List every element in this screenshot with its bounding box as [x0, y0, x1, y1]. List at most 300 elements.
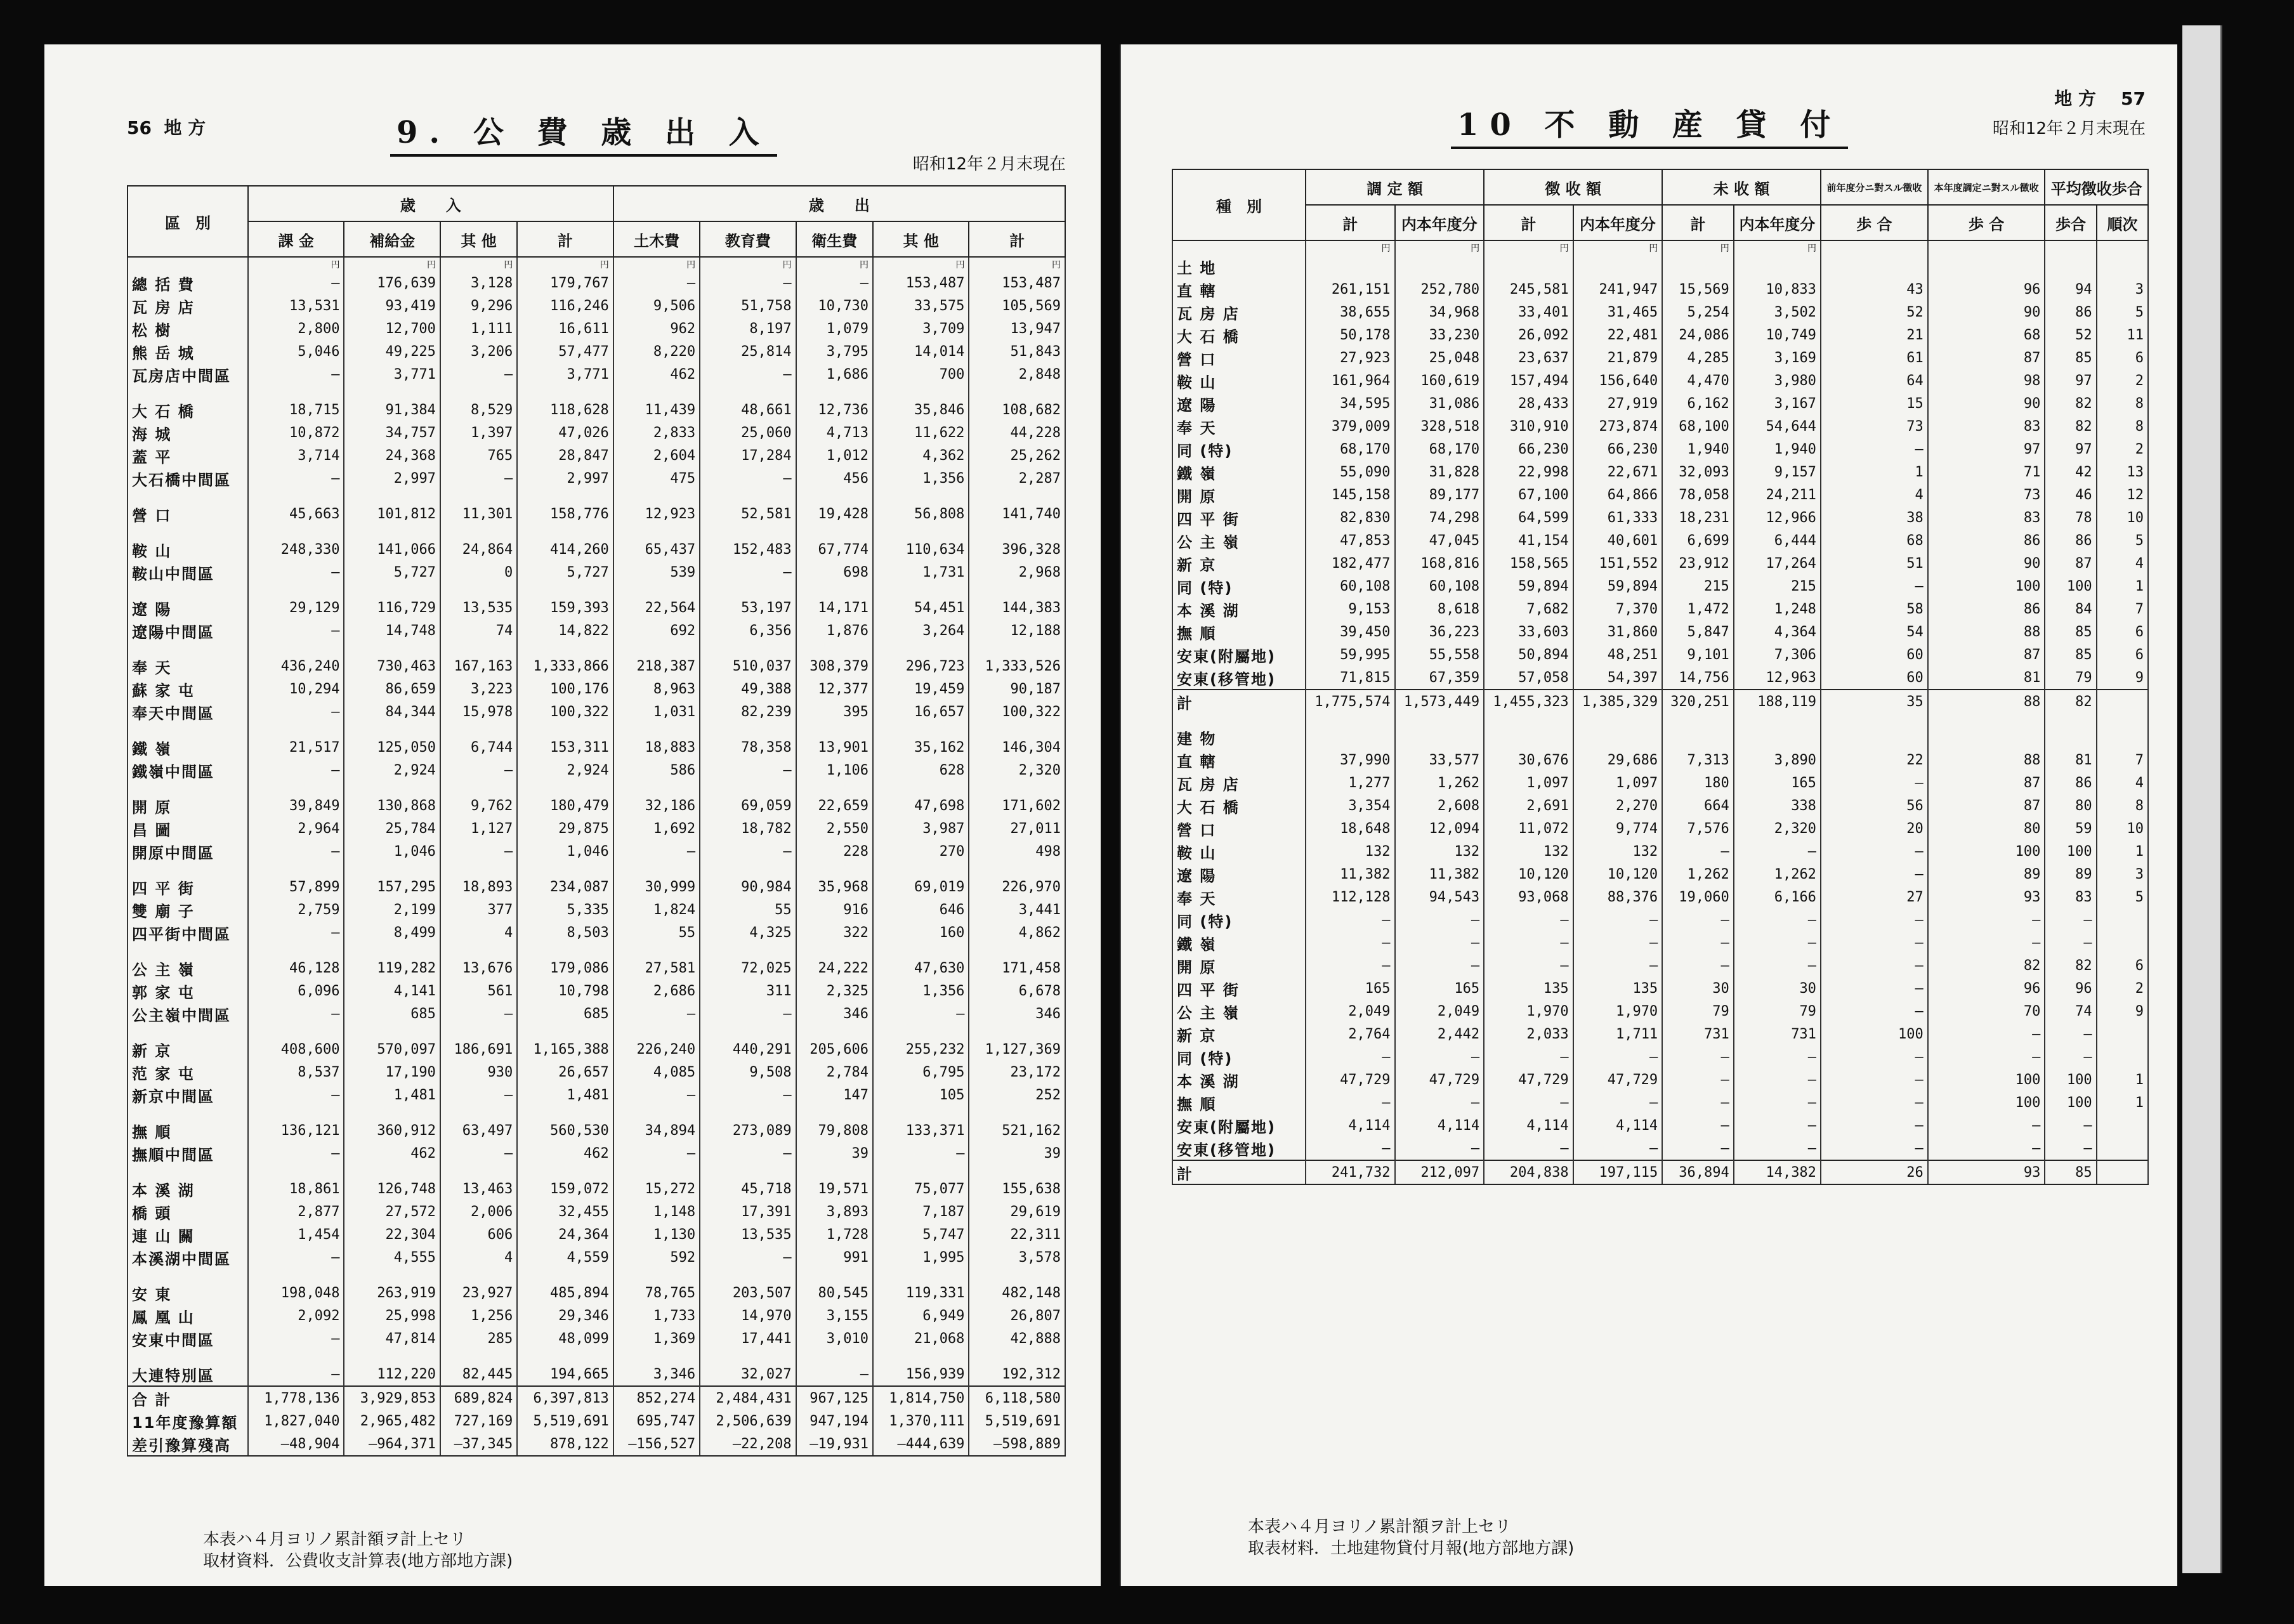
- table-cell: 3,354: [1306, 794, 1395, 817]
- row-label: 熊 岳 城: [128, 340, 248, 363]
- table-cell: —: [1484, 1045, 1573, 1068]
- table-cell: —: [2045, 931, 2096, 954]
- table-cell: —: [1662, 840, 1734, 863]
- table-cell: 67,774: [796, 538, 873, 561]
- table-cell: 39: [969, 1142, 1065, 1165]
- table-row: [1172, 324, 2148, 346]
- table-cell: 456: [796, 467, 873, 490]
- table-cell: —: [1573, 1045, 1663, 1068]
- table-cell: 26,657: [517, 1061, 613, 1084]
- table-cell: 29,686: [1573, 749, 1663, 771]
- table-cell: 1,127: [440, 817, 517, 840]
- table-cell: [2097, 1045, 2148, 1068]
- table-cell: 47,729: [1395, 1068, 1485, 1091]
- table-cell: 51: [1821, 552, 1928, 575]
- table-cell: 33,577: [1395, 749, 1485, 771]
- table-cell: 55,558: [1395, 643, 1485, 666]
- table-cell: 96: [1928, 278, 2045, 301]
- column-header: 其 他: [873, 221, 969, 257]
- table-cell: 475: [613, 467, 700, 490]
- table-cell: —: [873, 1002, 969, 1025]
- table-cell: 153,487: [969, 272, 1065, 294]
- row-label: 新 京: [128, 1038, 248, 1061]
- table-cell: 12,923: [613, 502, 700, 525]
- table-cell: 83: [2045, 886, 2096, 908]
- table-cell: 29,875: [517, 817, 613, 840]
- table-cell: —22,208: [700, 1432, 796, 1456]
- table-cell: 33,230: [1395, 324, 1485, 346]
- column-header: 計: [517, 221, 613, 257]
- table-cell: 7,576: [1662, 817, 1734, 840]
- table-cell: 36,223: [1395, 620, 1485, 643]
- table-row: [128, 1142, 1065, 1165]
- table-cell: —: [1484, 1137, 1573, 1160]
- table-cell: 6,444: [1734, 529, 1821, 552]
- table-cell: 156,939: [873, 1363, 969, 1386]
- table-cell: 47,729: [1306, 1068, 1395, 1091]
- table-row: [128, 317, 1065, 340]
- table-row: [1172, 620, 2148, 643]
- table-cell: 586: [613, 759, 700, 782]
- table-cell: 2,270: [1573, 794, 1663, 817]
- table-cell: 93,068: [1484, 886, 1573, 908]
- unit-label: 円: [1484, 240, 1573, 255]
- table-cell: —: [1573, 1091, 1663, 1114]
- table-cell: —: [2045, 1045, 2096, 1068]
- table-cell: —: [248, 272, 344, 294]
- row-label: 瓦 房 店: [1172, 301, 1306, 324]
- table-cell: —: [700, 561, 796, 584]
- table-cell: 18,231: [1662, 506, 1734, 529]
- row-label: 四 平 街: [1172, 506, 1306, 529]
- table-cell: 1,248: [1734, 598, 1821, 620]
- table-cell: 119,282: [344, 957, 440, 979]
- table-cell: 82: [2045, 415, 2096, 438]
- table-cell: 42,888: [969, 1327, 1065, 1350]
- table-cell: 5,254: [1662, 301, 1734, 324]
- table-cell: 28,433: [1484, 392, 1573, 415]
- table-row: [1172, 278, 2148, 301]
- table-cell: 6,699: [1662, 529, 1734, 552]
- table-cell: 8,499: [344, 921, 440, 944]
- table-cell: 89: [2045, 863, 2096, 886]
- table-cell: —: [1662, 1114, 1734, 1137]
- row-spacer: [128, 782, 1065, 794]
- row-label: 計: [1172, 690, 1306, 713]
- table-row: [128, 619, 1065, 642]
- table-row: [1172, 461, 2148, 483]
- table-cell: 18,883: [613, 736, 700, 759]
- right-page: [1120, 44, 2177, 1586]
- table-row: [1172, 1045, 2148, 1068]
- table-cell: 5,519,691: [969, 1410, 1065, 1432]
- table-cell: 1,455,323: [1484, 690, 1573, 713]
- income-group-header: 歳 入: [248, 186, 613, 221]
- table-cell: 5: [2097, 529, 2148, 552]
- table-cell: 2: [2097, 438, 2148, 461]
- row-label: 總 括 費: [128, 272, 248, 294]
- row-label: 新京中間區: [128, 1084, 248, 1106]
- table-cell: 1,046: [344, 840, 440, 863]
- table-cell: 3: [2097, 863, 2148, 886]
- table-row: [128, 340, 1065, 363]
- table-cell: 151,552: [1573, 552, 1663, 575]
- table-cell: 46: [2045, 483, 2096, 506]
- table-row: [128, 1002, 1065, 1025]
- unit-row: [128, 257, 1065, 272]
- table-row: [128, 421, 1065, 444]
- table-cell: 7,187: [873, 1200, 969, 1223]
- table-cell: 255,232: [873, 1038, 969, 1061]
- table-cell: 74: [440, 619, 517, 642]
- table-cell: 1,711: [1573, 1023, 1663, 1045]
- table-cell: 100: [1821, 1023, 1928, 1045]
- table-cell: 52: [2045, 324, 2096, 346]
- table-cell: 7: [2097, 598, 2148, 620]
- table-cell: 48,661: [700, 398, 796, 421]
- table-cell: 6: [2097, 620, 2148, 643]
- unit-row: [1172, 240, 2148, 255]
- table-cell: —19,931: [796, 1432, 873, 1456]
- table-cell: 1,106: [796, 759, 873, 782]
- table-cell: 1,369: [613, 1327, 700, 1350]
- table-cell: 9,508: [700, 1061, 796, 1084]
- table-cell: [1484, 726, 1573, 749]
- table-cell: 67,100: [1484, 483, 1573, 506]
- table-cell: 1,970: [1573, 1000, 1663, 1023]
- left-page-number: 56 地 方: [127, 117, 206, 138]
- table-cell: 24,086: [1662, 324, 1734, 346]
- table-row: [128, 678, 1065, 700]
- table-cell: —: [613, 1142, 700, 1165]
- table-cell: 64,599: [1484, 506, 1573, 529]
- row-label: 蘇 家 屯: [128, 678, 248, 700]
- table-cell: 11,382: [1306, 863, 1395, 886]
- table-cell: —37,345: [440, 1432, 517, 1456]
- table-cell: 3,010: [796, 1327, 873, 1350]
- table-cell: —: [1928, 1114, 2045, 1137]
- row-label: 開 原: [1172, 483, 1306, 506]
- table-cell: 96: [2045, 977, 2096, 1000]
- table-cell: 228: [796, 840, 873, 863]
- table-row: [128, 467, 1065, 490]
- table-cell: 83: [1928, 415, 2045, 438]
- row-label: 安 東: [128, 1281, 248, 1304]
- table-cell: 51,843: [969, 340, 1065, 363]
- table-cell: 71: [1928, 461, 2045, 483]
- table-cell: —: [1821, 977, 1928, 1000]
- row-label: 撫 順: [1172, 1091, 1306, 1114]
- table-cell: 34,894: [613, 1119, 700, 1142]
- table-cell: 8,197: [700, 317, 796, 340]
- table-cell: 1,385,329: [1573, 690, 1663, 713]
- table-cell: 93: [1928, 886, 2045, 908]
- table-cell: 6,096: [248, 979, 344, 1002]
- table-cell: 69,019: [873, 875, 969, 898]
- table-cell: 35,162: [873, 736, 969, 759]
- table-cell: 88: [1928, 690, 2045, 713]
- table-cell: 4,713: [796, 421, 873, 444]
- table-cell: 43: [1821, 278, 1928, 301]
- row-label: 松 樹: [128, 317, 248, 340]
- table-cell: 90,187: [969, 678, 1065, 700]
- table-cell: 171,602: [969, 794, 1065, 817]
- unit-label: 円: [344, 257, 440, 272]
- table-cell: 2,848: [969, 363, 1065, 386]
- table-cell: —: [1662, 1091, 1734, 1114]
- table-cell: 2,608: [1395, 794, 1485, 817]
- table-cell: 100: [1928, 575, 2045, 598]
- table-row: [1172, 1137, 2148, 1160]
- table-cell: 878,122: [517, 1432, 613, 1456]
- table-cell: —: [1734, 1114, 1821, 1137]
- table-cell: 9,774: [1573, 817, 1663, 840]
- table-cell: 2,320: [1734, 817, 1821, 840]
- table-cell: 80: [1928, 817, 2045, 840]
- table-cell: —: [700, 1002, 796, 1025]
- table-cell: 2,033: [1484, 1023, 1573, 1045]
- table-cell: 86,659: [344, 678, 440, 700]
- table-row: [1172, 1114, 2148, 1137]
- table-cell: [1734, 726, 1821, 749]
- column-header: 教育費: [700, 221, 796, 257]
- right-page-number: 地 方 57: [2054, 88, 2146, 109]
- table-cell: 13,531: [248, 294, 344, 317]
- table-cell: —: [700, 1084, 796, 1106]
- table-cell: 17,284: [700, 444, 796, 467]
- table-row: [128, 898, 1065, 921]
- group-header: 未 收 額: [1662, 169, 1821, 205]
- table-cell: 308,379: [796, 655, 873, 678]
- column-header: 補給金: [344, 221, 440, 257]
- table-cell: 28,847: [517, 444, 613, 467]
- table-cell: 396,328: [969, 538, 1065, 561]
- table-cell: 947,194: [796, 1410, 873, 1432]
- column-header: 計: [1662, 205, 1734, 240]
- table-cell: 1,876: [796, 619, 873, 642]
- table-cell: 68,100: [1662, 415, 1734, 438]
- table-cell: 87: [2045, 552, 2096, 575]
- table-row: [128, 794, 1065, 817]
- column-header: 内本年度分: [1395, 205, 1485, 240]
- table-cell: 1,573,449: [1395, 690, 1485, 713]
- table-cell: 14,756: [1662, 666, 1734, 690]
- table-cell: —: [1734, 931, 1821, 954]
- group-header: 平均徴收歩合: [2045, 169, 2148, 205]
- table-cell: 8,529: [440, 398, 517, 421]
- table-row: [1172, 438, 2148, 461]
- table-cell: 4,364: [1734, 620, 1821, 643]
- table-cell: 47,026: [517, 421, 613, 444]
- table-cell: 3,578: [969, 1246, 1065, 1269]
- table-cell: 1,046: [517, 840, 613, 863]
- table-cell: 54: [1821, 620, 1928, 643]
- row-label: 昌 圖: [128, 817, 248, 840]
- table-cell: 153,311: [517, 736, 613, 759]
- table-cell: 21: [1821, 324, 1928, 346]
- table-cell: 685: [517, 1002, 613, 1025]
- row-label: 土 地: [1172, 255, 1306, 278]
- table-cell: 11: [2097, 324, 2148, 346]
- row-header: 種 別: [1172, 169, 1306, 240]
- table-cell: 87: [1928, 771, 2045, 794]
- table-cell: —: [248, 700, 344, 723]
- table-row: [128, 736, 1065, 759]
- group-header: 本年度調定ニ對スル徴收: [1928, 169, 2045, 205]
- row-label: 撫 順: [128, 1119, 248, 1142]
- table-row: [128, 294, 1065, 317]
- table-row: [1172, 255, 2148, 278]
- table-cell: —: [1306, 1045, 1395, 1068]
- table-cell: 12,377: [796, 678, 873, 700]
- table-cell: 22,671: [1573, 461, 1663, 483]
- table-cell: 36,894: [1662, 1160, 1734, 1184]
- table-cell: 79: [1662, 1000, 1734, 1023]
- table-cell: 105,569: [969, 294, 1065, 317]
- table-row: [128, 759, 1065, 782]
- table-cell: 152,483: [700, 538, 796, 561]
- unit-label: [2097, 240, 2148, 255]
- table-cell: 86: [2045, 529, 2096, 552]
- table-cell: 215: [1734, 575, 1821, 598]
- table-cell: 9,296: [440, 294, 517, 317]
- table-cell: 322: [796, 921, 873, 944]
- right-page-title: 10 不 動 産 貸 付: [1451, 100, 1848, 149]
- table-cell: [2097, 690, 2148, 713]
- left-note: 本表ハ４月ヨリノ累計額ヲ計上セリ: [203, 1530, 466, 1549]
- table-cell: 1,940: [1662, 438, 1734, 461]
- row-label: 撫順中間區: [128, 1142, 248, 1165]
- table-cell: 100: [1928, 1068, 2045, 1091]
- table-cell: 179,767: [517, 272, 613, 294]
- table-cell: 606: [440, 1223, 517, 1246]
- table-cell: —: [1734, 1091, 1821, 1114]
- row-label: 奉天中間區: [128, 700, 248, 723]
- table-cell: 12: [2097, 483, 2148, 506]
- table-cell: 40,601: [1573, 529, 1663, 552]
- table-cell: 66,230: [1573, 438, 1663, 461]
- table-cell: 2,506,639: [700, 1410, 796, 1432]
- table-cell: 71,815: [1306, 666, 1395, 690]
- table-cell: 57,477: [517, 340, 613, 363]
- unit-label: 円: [248, 257, 344, 272]
- table-cell: —: [1821, 1091, 1928, 1114]
- table-cell: 22: [1821, 749, 1928, 771]
- table-cell: 4,862: [969, 921, 1065, 944]
- table-cell: 108,682: [969, 398, 1065, 421]
- table-cell: —: [248, 619, 344, 642]
- table-cell: 13,535: [700, 1223, 796, 1246]
- table-cell: —: [1928, 1137, 2045, 1160]
- table-cell: —: [1395, 1045, 1485, 1068]
- table-cell: 59: [2045, 817, 2096, 840]
- table-cell: 12,963: [1734, 666, 1821, 690]
- table-cell: 100: [1928, 1091, 2045, 1114]
- table-cell: 88: [1928, 749, 2045, 771]
- table-cell: 8,618: [1395, 598, 1485, 620]
- table-cell: —: [248, 1327, 344, 1350]
- table-row: [1172, 690, 2148, 713]
- table-cell: 27,011: [969, 817, 1065, 840]
- table-cell: 852,274: [613, 1386, 700, 1410]
- table-cell: [1662, 255, 1734, 278]
- table-cell: 11,301: [440, 502, 517, 525]
- table-cell: 83: [1928, 506, 2045, 529]
- table-cell: 192,312: [969, 1363, 1065, 1386]
- row-spacer: [128, 525, 1065, 538]
- table-cell: —: [1484, 1091, 1573, 1114]
- row-spacer: [128, 1269, 1065, 1281]
- table-cell: 1,356: [873, 467, 969, 490]
- table-row: [1172, 392, 2148, 415]
- table-cell: 55: [613, 921, 700, 944]
- unit-label: 円: [873, 257, 969, 272]
- table-cell: —: [1734, 954, 1821, 977]
- row-label: 瓦 房 店: [128, 294, 248, 317]
- table-cell: 1,814,750: [873, 1386, 969, 1410]
- table-cell: 94: [2045, 278, 2096, 301]
- table-cell: 39,450: [1306, 620, 1395, 643]
- table-row: [1172, 346, 2148, 369]
- table-cell: 3,714: [248, 444, 344, 467]
- table-cell: 54,397: [1573, 666, 1663, 690]
- table-cell: 273,874: [1573, 415, 1663, 438]
- table-cell: 2,877: [248, 1200, 344, 1223]
- table-cell: 165: [1395, 977, 1485, 1000]
- table-cell: 7,682: [1484, 598, 1573, 620]
- table-cell: 47,698: [873, 794, 969, 817]
- table-cell: 1,262: [1395, 771, 1485, 794]
- table-cell: 21,879: [1573, 346, 1663, 369]
- table-row: [128, 979, 1065, 1002]
- table-cell: 2,800: [248, 317, 344, 340]
- table-row: [128, 1038, 1065, 1061]
- table-cell: 245,581: [1484, 278, 1573, 301]
- row-label: 鞍山中間區: [128, 561, 248, 584]
- table-cell: 97: [2045, 369, 2096, 392]
- table-cell: 14,014: [873, 340, 969, 363]
- table-cell: 34,757: [344, 421, 440, 444]
- table-cell: 34,968: [1395, 301, 1485, 324]
- table-row: [1172, 1160, 2148, 1184]
- table-cell: 69,059: [700, 794, 796, 817]
- table-cell: 692: [613, 619, 700, 642]
- table-cell: 45,718: [700, 1177, 796, 1200]
- row-label: 鐵 嶺: [1172, 461, 1306, 483]
- table-cell: 73: [1928, 483, 2045, 506]
- table-cell: —: [700, 467, 796, 490]
- table-cell: 9: [2097, 1000, 2148, 1023]
- table-cell: —: [700, 840, 796, 863]
- table-cell: 48,099: [517, 1327, 613, 1350]
- table-cell: 1,731: [873, 561, 969, 584]
- table-cell: —: [1662, 908, 1734, 931]
- column-header: 衛生費: [796, 221, 873, 257]
- left-note: 取材資料．公費收支計算表(地方部地方課): [203, 1552, 513, 1571]
- table-cell: —: [613, 1084, 700, 1106]
- table-cell: —: [1662, 1068, 1734, 1091]
- table-cell: 10: [2097, 817, 2148, 840]
- row-label: 范 家 屯: [128, 1061, 248, 1084]
- table-cell: 60: [1821, 666, 1928, 690]
- table-cell: 133,371: [873, 1119, 969, 1142]
- table-cell: 3,206: [440, 340, 517, 363]
- table-cell: 12,700: [344, 317, 440, 340]
- table-cell: 22,998: [1484, 461, 1573, 483]
- row-spacer: [128, 584, 1065, 596]
- table-cell: 1,728: [796, 1223, 873, 1246]
- table-cell: 9,101: [1662, 643, 1734, 666]
